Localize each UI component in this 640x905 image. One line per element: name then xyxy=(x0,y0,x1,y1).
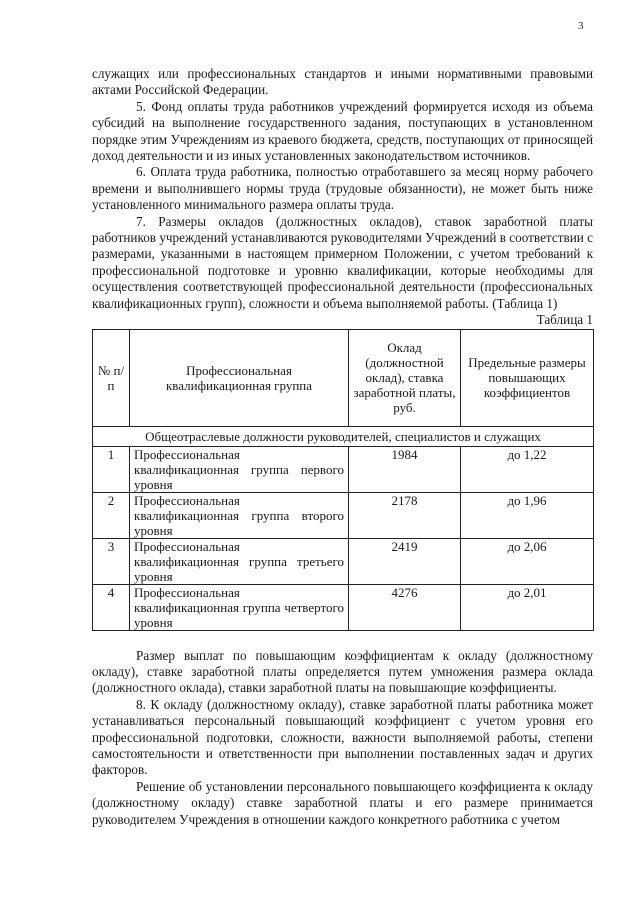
row-group-name: Профессиональная квалификационная группа первого уровня xyxy=(130,446,349,492)
row-coefficient: до 1,22 xyxy=(461,446,594,492)
paragraph: 6. Оплата труда работника, полностью отработавшего за месяц норму рабочего времени и выполнившего нормы труда (трудовые обязанности), не может быть ниже установленного минимального размера оплаты труда. xyxy=(92,164,593,213)
row-group-name: Профессиональная квалификационная группа третьего уровня xyxy=(130,538,349,584)
header-salary: Оклад (должностной оклад), ставка заработной платы, руб. xyxy=(349,329,461,426)
row-coefficient: до 2,01 xyxy=(461,584,594,630)
table-row xyxy=(93,446,594,492)
document-body xyxy=(92,66,593,828)
row-number: 1 xyxy=(93,446,130,492)
paragraph: Решение об установлении персонального повышающего коэффициента к окладу (должностному окладу) ставке заработной платы и его размере принимается руководителем Учреждения в отношении каждого конкретного работника с учетом xyxy=(92,778,593,827)
table-row xyxy=(93,538,594,584)
row-number: 2 xyxy=(93,492,130,538)
row-number: 4 xyxy=(93,584,130,630)
row-coefficient: до 1,96 xyxy=(461,492,594,538)
row-coefficient: до 2,06 xyxy=(461,538,594,584)
row-group-name: Профессиональная квалификационная группа четвертого уровня xyxy=(130,584,349,630)
header-group: Профессиональная квалификационная группа xyxy=(130,329,349,426)
paragraph: 7. Размеры окладов (должностных окладов), ставок заработной платы работников учреждений устанавливаются руководителями Учреждений в соответствии с размерами, указанными в настоящем примерном Положении, с учетом требований к профессиональной подготовке и уровню квалификации, которые необходимы для осуществления соответствующей профессиональной деятельности (профессиональных квалификационных групп), сложности и объема выполняемой работы. (Таблица 1) xyxy=(92,213,593,311)
row-salary: 1984 xyxy=(349,446,461,492)
row-salary: 2178 xyxy=(349,492,461,538)
header-num: № п/п xyxy=(93,329,130,426)
row-number: 3 xyxy=(93,538,130,584)
header-coef: Предельные размеры повышающих коэффициентов xyxy=(461,329,594,426)
page-number: 3 xyxy=(578,20,584,32)
table-header-row xyxy=(93,329,594,426)
paragraph: 8. К окладу (должностному окладу), ставке заработной платы работника может устанавливаться персональный повышающий коэффициент с учетом уровня его профессиональной подготовки, сложности, важности выполняемой работы, степени самостоятельности и ответственности при выполнении поставленных задач и других факторов. xyxy=(92,696,593,778)
row-group-name: Профессиональная квалификационная группа второго уровня xyxy=(130,492,349,538)
spacer xyxy=(92,631,593,648)
paragraph: служащих или профессиональных стандартов и иными нормативными правовыми актами Российской Федерации. xyxy=(92,66,593,98)
salary-table xyxy=(92,329,594,631)
paragraph: 5. Фонд оплаты труда работников учреждений формируется исходя из объема субсидий на выполнение государственного задания, поступающих в установленном порядке этим Учреждениям из краевого бюджета, средств, поступающих от приносящей доход деятельности и из иных установленных законодательством источников. xyxy=(92,98,593,164)
row-salary: 4276 xyxy=(349,584,461,630)
section-title: Общеотраслевые должности руководителей, специалистов и служащих xyxy=(93,426,594,446)
section-row xyxy=(93,426,594,446)
paragraphs-before xyxy=(92,66,593,312)
table-row xyxy=(93,492,594,538)
paragraphs-after xyxy=(92,648,593,828)
paragraph: Размер выплат по повышающим коэффициентам к окладу (должностному окладу), ставке заработной платы определяется путем умножения размера оклада (должностного оклада), ставки заработной платы на повышающие коэффициенты. xyxy=(92,647,593,696)
table-row xyxy=(93,584,594,630)
row-salary: 2419 xyxy=(349,538,461,584)
table-caption: Таблица 1 xyxy=(536,312,593,328)
